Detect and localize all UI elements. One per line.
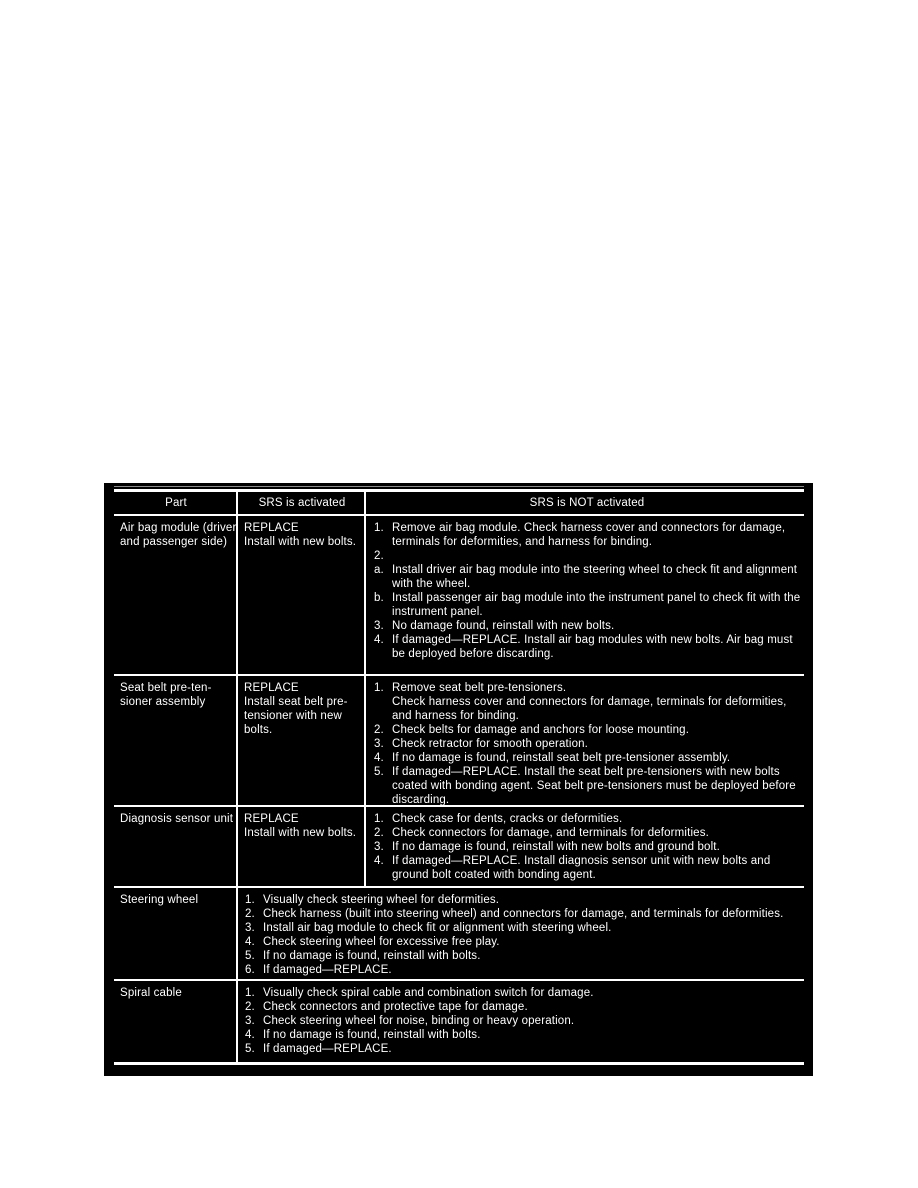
- step-line: Install passenger air bag module into the instrument panel to check fit with the: [392, 592, 801, 604]
- step-number: 6.: [245, 964, 255, 976]
- step-line: Visually check spiral cable and combination switch for damage.: [263, 987, 594, 999]
- part-cell: [114, 888, 238, 979]
- step-text: [263, 986, 800, 1000]
- step-number: 4.: [374, 752, 384, 764]
- procedure-step: [245, 907, 800, 921]
- step-text: [392, 737, 800, 751]
- step-line: If damaged—REPLACE. Install the seat belt pre-tensioners with new bolts: [392, 766, 780, 778]
- step-text: [263, 893, 800, 907]
- step-text: [392, 563, 800, 591]
- step-line: be deployed before discarding.: [392, 648, 554, 660]
- srs-parts-inspection-table: [114, 489, 804, 1065]
- srs-activated-cell: [238, 516, 366, 674]
- activated-line: REPLACE: [244, 682, 299, 694]
- step-text: [392, 619, 800, 633]
- step-text: [392, 681, 800, 723]
- part-line: sioner assembly: [120, 696, 206, 708]
- part-line: and passenger side): [120, 536, 228, 548]
- procedure-step: [245, 1042, 800, 1056]
- step-line: Check case for dents, cracks or deformities.: [392, 813, 623, 825]
- srs-not-activated-cell: [366, 807, 804, 886]
- step-number: 2.: [374, 550, 384, 562]
- step-text: [263, 1042, 800, 1056]
- activated-line: Install seat belt pre-: [244, 696, 348, 708]
- procedure-step: [374, 840, 800, 854]
- step-line: If damaged—REPLACE. Install air bag modules with new bolts. Air bag must: [392, 634, 793, 646]
- procedure-step: [374, 563, 800, 591]
- step-number: 2.: [374, 827, 384, 839]
- activated-line: bolts.: [244, 724, 273, 736]
- procedure-step: [374, 854, 800, 882]
- part-line: Air bag module (driver: [120, 522, 237, 534]
- step-line: Install driver air bag module into the steering wheel to check fit and alignment: [392, 564, 798, 576]
- srs-activated-cell: [238, 676, 366, 805]
- step-number: 4.: [374, 855, 384, 867]
- step-text: [392, 812, 800, 826]
- step-number: 3.: [374, 620, 384, 632]
- table-row: [114, 516, 804, 676]
- activated-line: REPLACE: [244, 522, 299, 534]
- step-line: instrument panel.: [392, 606, 483, 618]
- step-number: 1.: [245, 894, 255, 906]
- step-text: [392, 751, 800, 765]
- step-text: [263, 907, 800, 921]
- table-header-row: [114, 492, 804, 516]
- step-number: b.: [374, 592, 384, 604]
- step-line: If no damage is found, reinstall seat belt pre-tensioner assembly.: [392, 752, 731, 764]
- step-text: [263, 935, 800, 949]
- part-line: Spiral cable: [120, 987, 182, 999]
- table-row: [114, 981, 804, 1062]
- step-line: with the wheel.: [392, 578, 471, 590]
- step-line: If no damage is found, reinstall with bolts.: [263, 950, 481, 962]
- procedure-step: [374, 765, 800, 805]
- step-line: [392, 549, 800, 563]
- procedure-step: [245, 1014, 800, 1028]
- step-text: [392, 633, 800, 661]
- step-number: 2.: [245, 908, 255, 920]
- step-number: 2.: [374, 724, 384, 736]
- step-text: [392, 521, 800, 549]
- step-line: If no damage is found, reinstall with new bolts and ground bolt.: [392, 841, 720, 853]
- step-line: Check steering wheel for excessive free play.: [263, 936, 500, 948]
- part-cell: [114, 807, 238, 886]
- procedure-step: [374, 591, 800, 619]
- step-text: [263, 1014, 800, 1028]
- step-text: [263, 949, 800, 963]
- srs-not-activated-cell: [366, 516, 804, 674]
- step-number: 5.: [374, 766, 384, 778]
- step-line: Remove seat belt pre-tensioners.: [392, 682, 567, 694]
- procedure-cell-merged: [238, 888, 804, 979]
- step-number: a.: [374, 564, 384, 576]
- procedure-step: [374, 723, 800, 737]
- srs-activated-cell: [238, 807, 366, 886]
- procedure-step: [374, 812, 800, 826]
- activated-line: Install with new bolts.: [244, 536, 357, 548]
- part-cell: [114, 676, 238, 805]
- procedure-step: [374, 549, 800, 563]
- step-text: [392, 826, 800, 840]
- step-text: [263, 1000, 800, 1014]
- step-line: Remove air bag module. Check harness cover and connectors for damage,: [392, 522, 786, 534]
- table-row: [114, 676, 804, 807]
- step-line: discarding.: [392, 794, 450, 805]
- column-header-srs-activated: SRS is activated: [238, 492, 366, 514]
- step-text: [392, 723, 800, 737]
- procedure-step: [245, 1028, 800, 1042]
- step-line: Check retractor for smooth operation.: [392, 738, 589, 750]
- procedure-step: [374, 826, 800, 840]
- procedure-step: [374, 751, 800, 765]
- step-line: If damaged—REPLACE.: [263, 1043, 392, 1055]
- step-line: Check steering wheel for noise, binding or heavy operation.: [263, 1015, 575, 1027]
- step-number: 2.: [245, 1001, 255, 1013]
- step-text: [263, 1028, 800, 1042]
- activated-line: tensioner with new: [244, 710, 342, 722]
- step-line: Check belts for damage and anchors for loose mounting.: [392, 724, 690, 736]
- step-line: If damaged—REPLACE. Install diagnosis sensor unit with new bolts and: [392, 855, 771, 867]
- step-text: [392, 549, 800, 563]
- step-line: If no damage is found, reinstall with bolts.: [263, 1029, 481, 1041]
- step-number: 3.: [245, 1015, 255, 1027]
- step-number: 3.: [374, 738, 384, 750]
- procedure-step: [374, 619, 800, 633]
- procedure-step: [245, 949, 800, 963]
- scanned-table-region: [104, 483, 813, 1076]
- step-number: 4.: [374, 634, 384, 646]
- procedure-step: [374, 633, 800, 661]
- step-line: Check connectors for damage, and terminals for deformities.: [392, 827, 709, 839]
- step-line: Install air bag module to check fit or alignment with steering wheel.: [263, 922, 612, 934]
- procedure-step: [245, 963, 800, 977]
- step-line: Check connectors and protective tape for damage.: [263, 1001, 528, 1013]
- table-row: [114, 888, 804, 981]
- step-number: 5.: [245, 1043, 255, 1055]
- procedure-cell-merged: [238, 981, 804, 1062]
- step-line: Visually check steering wheel for deformities.: [263, 894, 500, 906]
- step-number: 1.: [245, 987, 255, 999]
- column-header-part: Part: [114, 492, 238, 514]
- step-number: 1.: [374, 813, 384, 825]
- step-text: [392, 765, 800, 805]
- procedure-step: [374, 521, 800, 549]
- step-line: terminals for deformities, and harness for binding.: [392, 536, 653, 548]
- procedure-step: [245, 893, 800, 907]
- procedure-step: [245, 935, 800, 949]
- step-line: If damaged—REPLACE.: [263, 964, 392, 976]
- part-line: Steering wheel: [120, 894, 199, 906]
- step-text: [392, 854, 800, 882]
- table-body: [114, 516, 804, 1062]
- procedure-step: [374, 681, 800, 723]
- srs-not-activated-cell: [366, 676, 804, 805]
- step-number: 5.: [245, 950, 255, 962]
- step-number: 4.: [245, 1029, 255, 1041]
- step-number: 1.: [374, 522, 384, 534]
- step-line: ground bolt coated with bonding agent.: [392, 869, 596, 881]
- part-line: Diagnosis sensor unit: [120, 813, 234, 825]
- procedure-step: [245, 1000, 800, 1014]
- step-line: Check harness cover and connectors for damage, terminals for deformities,: [392, 696, 787, 708]
- part-line: Seat belt pre-ten-: [120, 682, 212, 694]
- part-cell: [114, 516, 238, 674]
- table-row: [114, 807, 804, 888]
- activated-line: REPLACE: [244, 813, 299, 825]
- part-cell: [114, 981, 238, 1062]
- column-header-srs-not-activated: SRS is NOT activated: [529, 497, 645, 509]
- step-number: 1.: [374, 682, 384, 694]
- procedure-step: [374, 737, 800, 751]
- activated-line: Install with new bolts.: [244, 827, 357, 839]
- procedure-step: [245, 921, 800, 935]
- step-text: [263, 921, 800, 935]
- step-line: Check harness (built into steering wheel) and connectors for damage, and terminals for deformities.: [263, 908, 784, 920]
- procedure-step: [245, 986, 800, 1000]
- step-line: No damage found, reinstall with new bolts.: [392, 620, 615, 632]
- step-number: 3.: [374, 841, 384, 853]
- step-line: and harness for binding.: [392, 710, 519, 722]
- step-text: [263, 963, 800, 977]
- step-number: 4.: [245, 936, 255, 948]
- step-text: [392, 591, 800, 619]
- step-text: [392, 840, 800, 854]
- step-line: coated with bonding agent. Seat belt pre-tensioners must be deployed before: [392, 780, 796, 792]
- step-number: 3.: [245, 922, 255, 934]
